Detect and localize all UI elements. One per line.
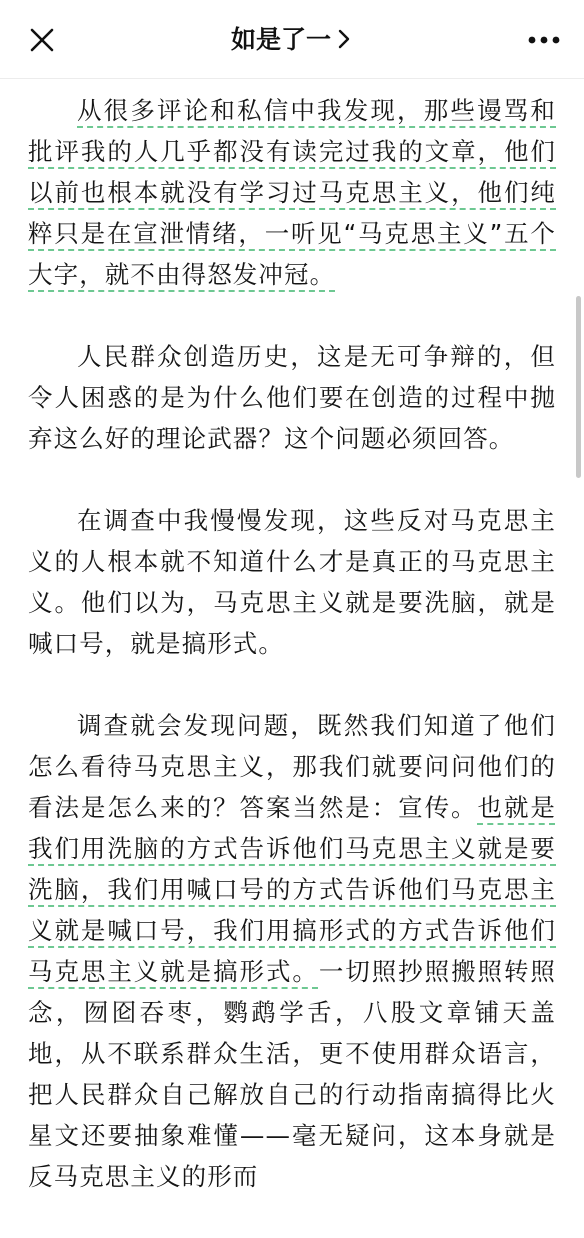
more-horizontal-icon xyxy=(524,24,564,56)
article-paragraph-4 xyxy=(28,705,556,1197)
account-title-link[interactable] xyxy=(0,22,584,58)
top-bar xyxy=(0,0,584,79)
paragraph-4-plain-text: 调查就会发现问题，既然我们知道了他们怎么看待马克思主义，那我们就要问问他们的看法是怎么来的？答案当然是：宣传。 xyxy=(28,711,556,822)
paragraph-4-rest-text: 一切照抄照搬照转照念，囫囵吞枣，鹦鹉学舌，八股文章铺天盖地，从不联系群众生活，更不使用群众语言，把人民群众自己解放自己的行动指南搞得比火星文还要抽象难懂——毫无疑问，这本身就是反马克思主义的形而 xyxy=(28,957,556,1191)
scrollbar[interactable] xyxy=(576,296,581,478)
paragraph-4-underlined-text: 也就是我们用洗脑的方式告诉他们马克思主义就是要洗脑，我们用喊口号的方式告诉他们马克思主义就是喊口号，我们用搞形式的方式告诉他们马克思主义就是搞形式。 xyxy=(28,793,556,986)
page-title: 如是了一 xyxy=(230,25,331,54)
chevron-right-icon xyxy=(335,24,353,46)
article-paragraph-1: 从很多评论和私信中我发现，那些谩骂和批评我的人几乎都没有读完过我的文章，他们以前也根本就没有学习过马克思主义，他们纯粹只是在宣泄情绪，一听见“马克思主义”五个大字，就不由得怒发冲冠。 xyxy=(28,96,556,289)
article-body xyxy=(28,90,556,1238)
article-paragraph-2: 人民群众创造历史，这是无可争辩的，但令人困惑的是为什么他们要在创造的过程中抛弃这么好的理论武器？这个问题必须回答。 xyxy=(28,342,556,453)
more-button[interactable] xyxy=(524,24,564,56)
article-paragraph-3: 在调查中我慢慢发现，这些反对马克思主义的人根本就不知道什么才是真正的马克思主义。他们以为，马克思主义就是要洗脑，就是喊口号，就是搞形式。 xyxy=(28,506,556,658)
